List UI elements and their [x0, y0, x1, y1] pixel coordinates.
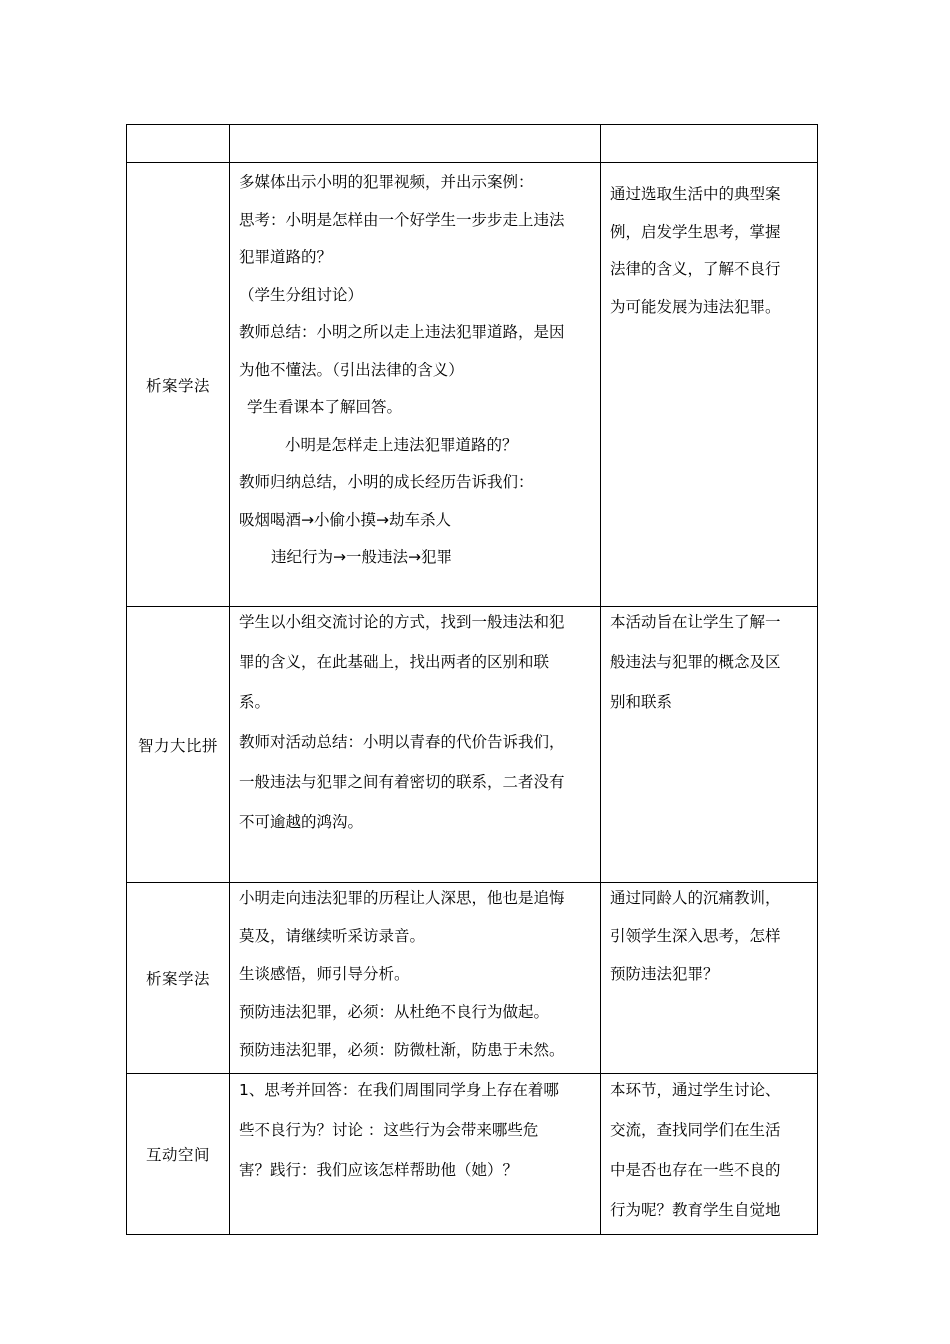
activity-cell: [230, 607, 601, 883]
stage-cell: [127, 1074, 230, 1235]
table-row: [127, 607, 818, 883]
intent-line: 般违法与犯罪的概念及区: [610, 653, 781, 671]
activity-line: 些不良行为？讨论 ：这些行为会带来哪些危: [239, 1121, 539, 1139]
intent-line: 本活动旨在让学生了解一: [610, 613, 781, 631]
activity-line: 小明走向违法犯罪的历程让人深思，他也是追悔: [239, 889, 565, 907]
intent-line: 通过选取生活中的典型案: [610, 185, 781, 203]
activity-line: 吸烟喝酒→小偷小摸→劫车杀人: [239, 510, 451, 529]
intent-line: 预防违法犯罪？: [610, 965, 719, 983]
activity-line: 小明是怎样走上违法犯罪道路的？: [285, 435, 518, 454]
design-intent-cell: [601, 125, 818, 163]
activity-line: 学生以小组交流讨论的方式，找到一般违法和犯: [239, 613, 565, 631]
intent-line: 为可能发展为违法犯罪。: [610, 297, 781, 316]
activity-cell: [230, 1074, 601, 1235]
activity-line: 预防违法犯罪，必须：从杜绝不良行为做起。: [239, 1003, 550, 1021]
activity-line: 莫及，请继续听采访录音。: [239, 927, 426, 945]
stage-label: 析案学法: [145, 376, 210, 395]
activity-line: 犯罪道路的？: [239, 248, 333, 266]
activity-line: 教师对活动总结：小明以青春的代价告诉我们，: [239, 733, 565, 751]
design-intent-cell: [601, 607, 818, 883]
lesson-plan-table: [126, 124, 818, 1235]
activity-line: 违纪行为→一般违法→犯罪: [271, 548, 452, 566]
activity-line: 教师归纳总结，小明的成长经历告诉我们：: [239, 473, 534, 491]
intent-line: 引领学生深入思考，怎样: [610, 927, 781, 945]
intent-line: 例，启发学生思考，掌握: [610, 222, 781, 241]
activity-line: 罪的含义，在此基础上，找出两者的区别和联: [239, 653, 550, 671]
activity-cell: [230, 125, 601, 163]
stage-label: 互动空间: [145, 1146, 210, 1164]
activity-line: 生谈感悟，师引导分析。: [239, 965, 410, 983]
activity-line: 预防违法犯罪，必须：防微杜渐，防患于未然。: [239, 1041, 565, 1059]
activity-line: 多媒体出示小明的犯罪视频，并出示案例：: [239, 173, 534, 191]
design-intent-cell: [601, 163, 818, 607]
activity-line: 不可逾越的鸿沟。: [239, 813, 364, 831]
intent-line: 行为呢？教育学生自觉地: [610, 1201, 781, 1219]
activity-line: 学生看课本了解回答。: [247, 398, 403, 416]
stage-cell: [127, 163, 230, 607]
activity-line: 为他不懂法。（引出法律的含义）: [239, 360, 464, 379]
stage-label: 析案学法: [145, 970, 210, 988]
intent-line: 别和联系: [610, 693, 673, 711]
activity-cell: [230, 883, 601, 1074]
intent-line: 法律的含义，了解不良行: [610, 260, 781, 278]
activity-line: 1、思考并回答：在我们周围同学身上存在着哪: [239, 1081, 559, 1099]
activity-line: 教师总结：小明之所以走上违法犯罪道路，是因: [239, 323, 565, 341]
activity-line: 害？践行：我们应该怎样帮助他（她）？: [239, 1161, 519, 1179]
intent-line: 本环节，通过学生讨论、: [610, 1081, 781, 1099]
stage-cell: [127, 883, 230, 1074]
intent-line: 交流，查找同学们在生活: [610, 1121, 781, 1139]
activity-cell: [230, 163, 601, 607]
table-row: [127, 163, 818, 607]
table-row: [127, 1074, 818, 1235]
design-intent-cell: [601, 883, 818, 1074]
stage-label: 智力大比拼: [137, 736, 218, 755]
activity-line: 思考：小明是怎样由一个好学生一步步走上违法: [239, 210, 565, 229]
activity-line: 系。: [239, 693, 271, 711]
intent-line: 中是否也存在一些不良的: [610, 1161, 781, 1179]
table-row: [127, 883, 818, 1074]
stage-cell: [127, 607, 230, 883]
intent-line: 通过同龄人的沉痛教训，: [610, 889, 781, 907]
stage-cell: [127, 125, 230, 163]
design-intent-cell: [601, 1074, 818, 1235]
activity-line: （学生分组讨论）: [239, 285, 364, 304]
activity-line: 一般违法与犯罪之间有着密切的联系，二者没有: [239, 773, 565, 791]
table-row: [127, 125, 818, 163]
